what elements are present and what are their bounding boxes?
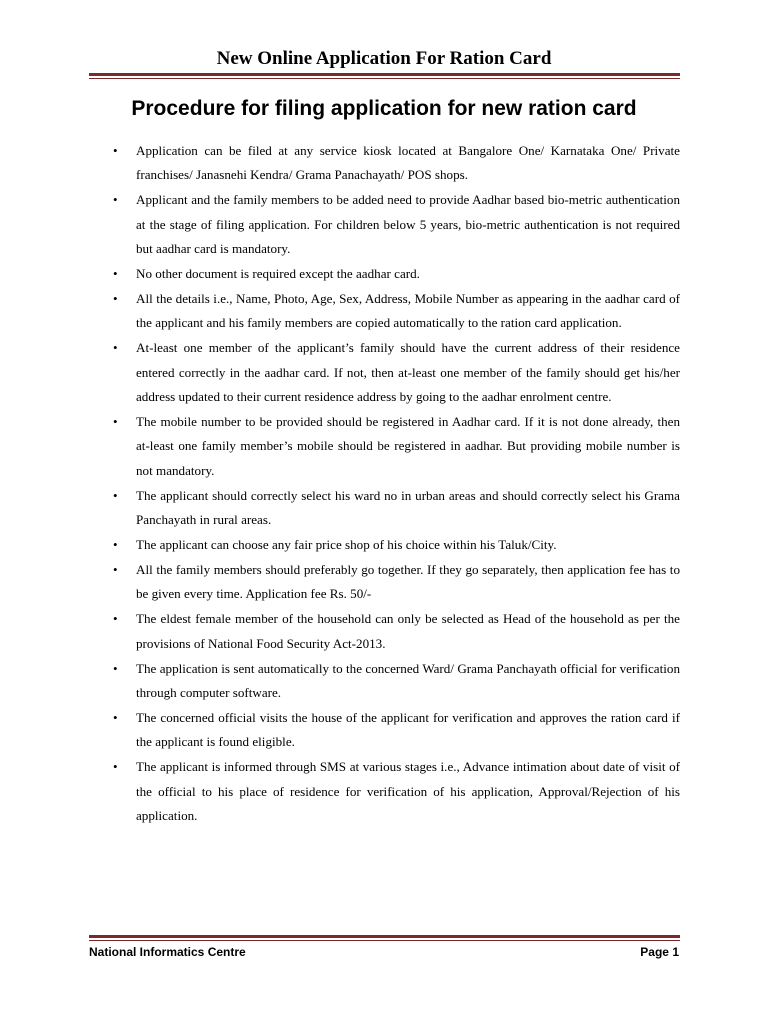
list-item xyxy=(113,755,680,828)
list-item-text: Applicant and the family members to be added need to provide Aadhar based bio-metric authentication at the stage of filing application. For children below 5 years, bio-metric authentication is not required but aadhar card is mandatory. xyxy=(136,192,680,257)
list-item xyxy=(113,139,680,188)
bullet-icon: • xyxy=(113,537,118,552)
list-item xyxy=(113,188,680,261)
bullet-icon: • xyxy=(113,611,118,627)
footer-page-number: Page 1 xyxy=(640,945,679,959)
list-item-text: The applicant is informed through SMS at various stages i.e., Advance intimation about date of visit of the official to his place of residence for verification of his application, Approval/Rejection of his application. xyxy=(136,759,680,823)
bullet-icon: • xyxy=(113,487,118,503)
list-item-text: All the family members should preferably go together. If they go separately, then application fee has to be given every time. Application fee Rs. 50/- xyxy=(136,561,680,602)
bullet-icon: • xyxy=(113,759,118,775)
bullet-icon: • xyxy=(113,709,118,725)
list-item xyxy=(113,410,680,483)
list-item-text: The applicant can choose any fair price shop of his choice within his Taluk/City. xyxy=(136,537,557,552)
footer-divider xyxy=(89,935,680,941)
bullet-icon: • xyxy=(113,266,118,282)
list-item xyxy=(113,607,680,656)
list-item xyxy=(113,262,680,286)
procedure-bullet-list xyxy=(113,139,680,829)
list-item xyxy=(113,558,680,607)
list-item xyxy=(113,706,680,755)
list-item xyxy=(113,533,680,557)
header-divider-thick xyxy=(89,73,680,76)
list-item-text: The eldest female member of the household can only be selected as Head of the household as per the provisions of National Food Security Act-2013. xyxy=(136,611,680,651)
list-item-text: The mobile number to be provided should be registered in Aadhar card. If it is not done already, then at-least one family member’s mobile should be registered in aadhar. But providing mobile number is not mandatory. xyxy=(136,413,680,478)
list-item xyxy=(113,657,680,706)
bullet-icon: • xyxy=(113,340,118,356)
list-item-text: At-least one member of the applicant’s family should have the current address of their residence entered correctly in the aadhar card. If not, then at-least one member of the family should get his/her address updated to their current residence address by going to the aadhar enrolment centre. xyxy=(136,340,680,405)
list-item xyxy=(113,336,680,409)
list-item-text: The concerned official visits the house of the applicant for verification and approves the ration card if the applicant is found eligible. xyxy=(136,709,680,750)
section-heading: Procedure for filing application for new ration card xyxy=(131,97,637,120)
footer-divider-thick xyxy=(89,935,680,938)
bullet-icon: • xyxy=(113,413,118,429)
bullet-icon: • xyxy=(113,660,118,676)
header-divider-thin xyxy=(89,78,680,79)
bullet-icon: • xyxy=(113,290,118,306)
list-item-text: Application can be filed at any service kiosk located at Bangalore One/ Karnataka One/ Private franchises/ Janasnehi Kendra/ Grama Panachayath/ POS shops. xyxy=(136,143,680,183)
footer-organization: National Informatics Centre xyxy=(89,945,246,959)
bullet-icon: • xyxy=(113,561,118,577)
bullet-icon: • xyxy=(113,192,118,208)
list-item-text: The applicant should correctly select his ward no in urban areas and should correctly select his Grama Panchayath in rural areas. xyxy=(136,487,680,528)
bullet-icon: • xyxy=(113,143,118,158)
page-header-title: New Online Application For Ration Card xyxy=(216,48,552,69)
list-item-text: The application is sent automatically to the concerned Ward/ Grama Panchayath official for verification through computer software. xyxy=(136,660,680,700)
list-item xyxy=(113,287,680,336)
list-item-text: No other document is required except the aadhar card. xyxy=(136,266,420,282)
list-item-text: All the details i.e., Name, Photo, Age, Sex, Address, Mobile Number as appearing in the aadhar card of the applicant and his family members are copied automatically to the ration card application. xyxy=(136,290,680,331)
footer-divider-thin xyxy=(89,940,680,941)
list-item xyxy=(113,484,680,533)
header-divider xyxy=(89,73,680,79)
